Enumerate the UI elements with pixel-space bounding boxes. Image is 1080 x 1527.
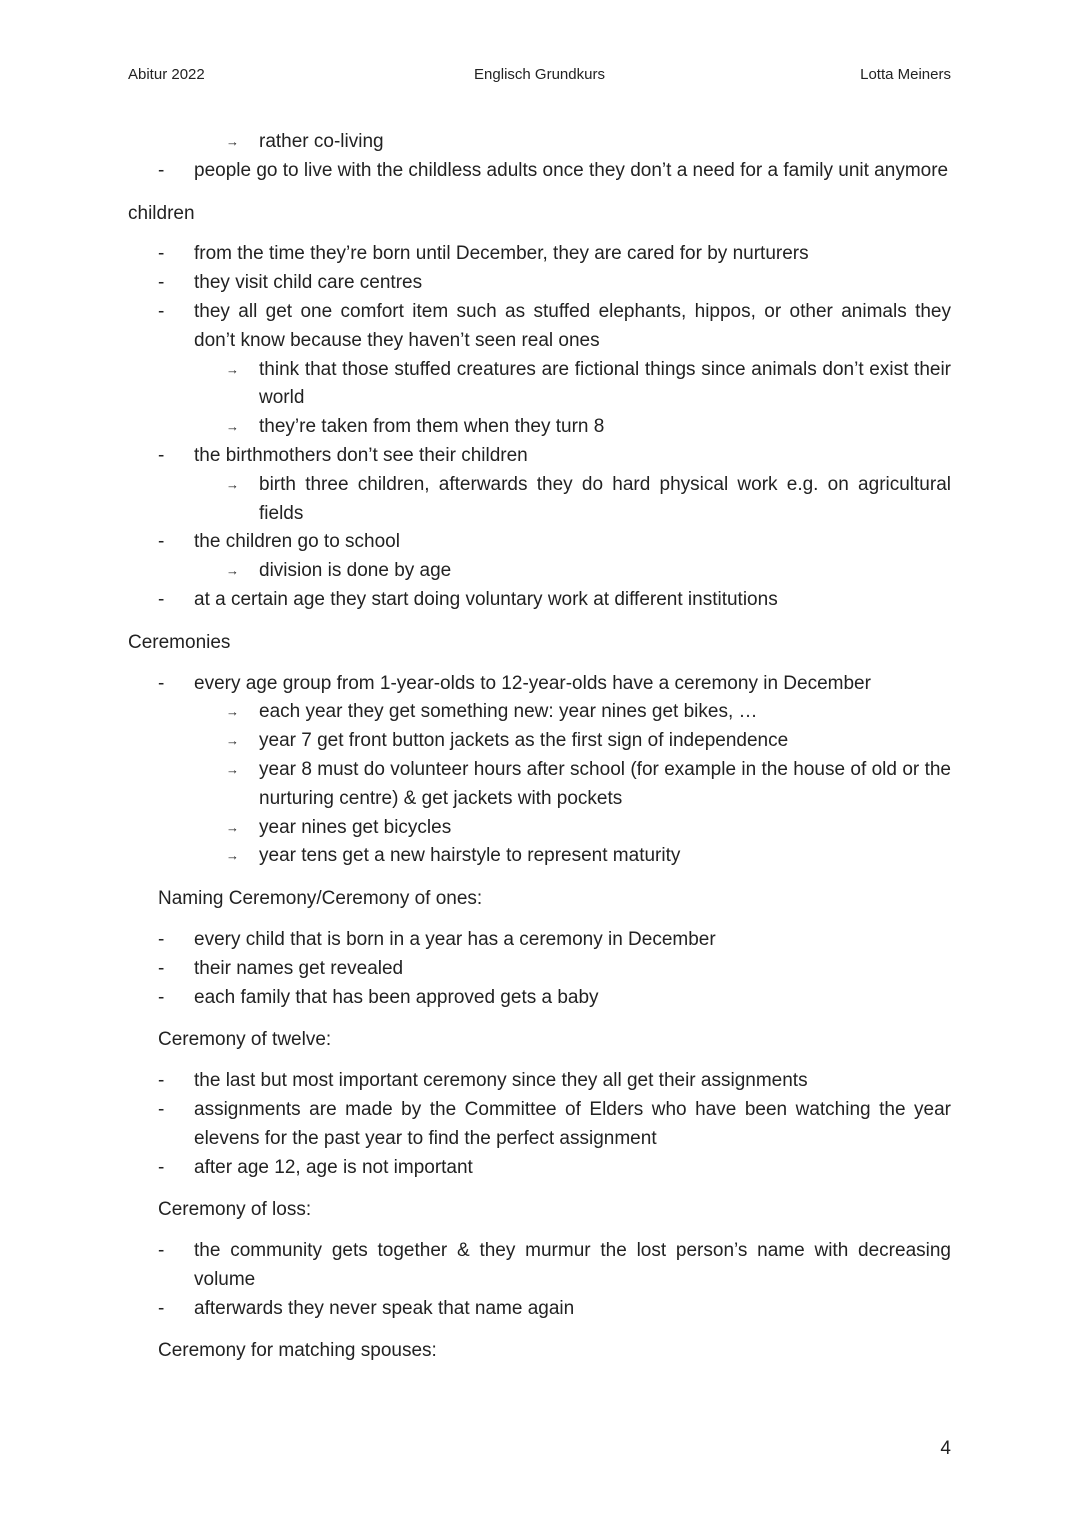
list-item: - assignments are made by the Committee of Elders who have been watching the year elevens for the past year to find the perfect assignment	[128, 1096, 951, 1154]
list-item: - each family that has been approved gets a baby	[128, 984, 951, 1013]
children-list	[128, 240, 951, 614]
list-item: - every child that is born in a year has a ceremony in December	[128, 926, 951, 955]
twelve-heading: Ceremony of twelve:	[158, 1029, 332, 1051]
intro-arrow-container	[128, 128, 951, 157]
children-heading: children	[128, 202, 195, 224]
list-item: - after age 12, age is not important	[128, 1154, 951, 1183]
list-item: - the community gets together & they murmur the lost person’s name with decreasing volume	[128, 1237, 951, 1295]
list-item: - from the time they’re born until December, they are cared for by nurturers	[128, 240, 951, 269]
intro-list	[128, 128, 951, 186]
list-item-text: the children go to school	[194, 531, 400, 553]
intro-arrow-item: → rather co-living	[194, 128, 951, 157]
ceremonies-list	[128, 670, 951, 872]
header-center: Englisch Grundkurs	[474, 66, 605, 83]
list-item-text: every age group from 1-year-olds to 12-year-olds have a ceremony in December	[194, 672, 871, 694]
list-item-text: the birthmothers don’t see their children	[194, 444, 528, 466]
list-item	[128, 298, 951, 442]
header-right: Lotta Meiners	[860, 66, 951, 83]
intro-bullet: - people go to live with the childless adults once they don’t a need for a family unit anymore	[128, 157, 951, 186]
twelve-list	[128, 1067, 951, 1182]
naming-list	[128, 926, 951, 1012]
arrow-item: → year 8 must do volunteer hours after school (for example in the house of old or the nurturing centre) & get jackets with pockets	[194, 756, 951, 814]
list-item	[128, 442, 951, 528]
loss-list	[128, 1237, 951, 1323]
list-item: - at a certain age they start doing voluntary work at different institutions	[128, 586, 951, 615]
arrow-item: → they’re taken from them when they turn 8	[194, 413, 951, 442]
list-item: - afterwards they never speak that name again	[128, 1295, 951, 1324]
list-item: - the last but most important ceremony since they all get their assignments	[128, 1067, 951, 1096]
arrow-item: → each year they get something new: year nines get bikes, …	[194, 698, 951, 727]
page-number: 4	[940, 1438, 951, 1459]
ceremonies-heading: Ceremonies	[128, 631, 231, 653]
arrow-item: → year tens get a new hairstyle to represent maturity	[194, 842, 951, 871]
list-item	[128, 528, 951, 586]
spouses-heading: Ceremony for matching spouses:	[158, 1340, 437, 1362]
list-item: - their names get revealed	[128, 955, 951, 984]
header-left: Abitur 2022	[128, 66, 205, 83]
list-item-text: they all get one comfort item such as stuffed elephants, hippos, or other animals they don’t know because they haven’t seen real ones	[194, 300, 951, 351]
page-header	[128, 66, 951, 86]
list-item: - they visit child care centres	[128, 269, 951, 298]
naming-heading: Naming Ceremony/Ceremony of ones:	[158, 888, 483, 910]
list-item	[128, 670, 951, 872]
arrow-item: → year nines get bicycles	[194, 814, 951, 843]
arrow-item: → birth three children, afterwards they do hard physical work e.g. on agricultural fields	[194, 471, 951, 529]
loss-heading: Ceremony of loss:	[158, 1199, 312, 1221]
arrow-item: → think that those stuffed creatures are fictional things since animals don’t exist their world	[194, 356, 951, 414]
arrow-item: → year 7 get front button jackets as the first sign of independence	[194, 727, 951, 756]
arrow-item: → division is done by age	[194, 557, 951, 586]
page-content	[128, 128, 951, 1378]
